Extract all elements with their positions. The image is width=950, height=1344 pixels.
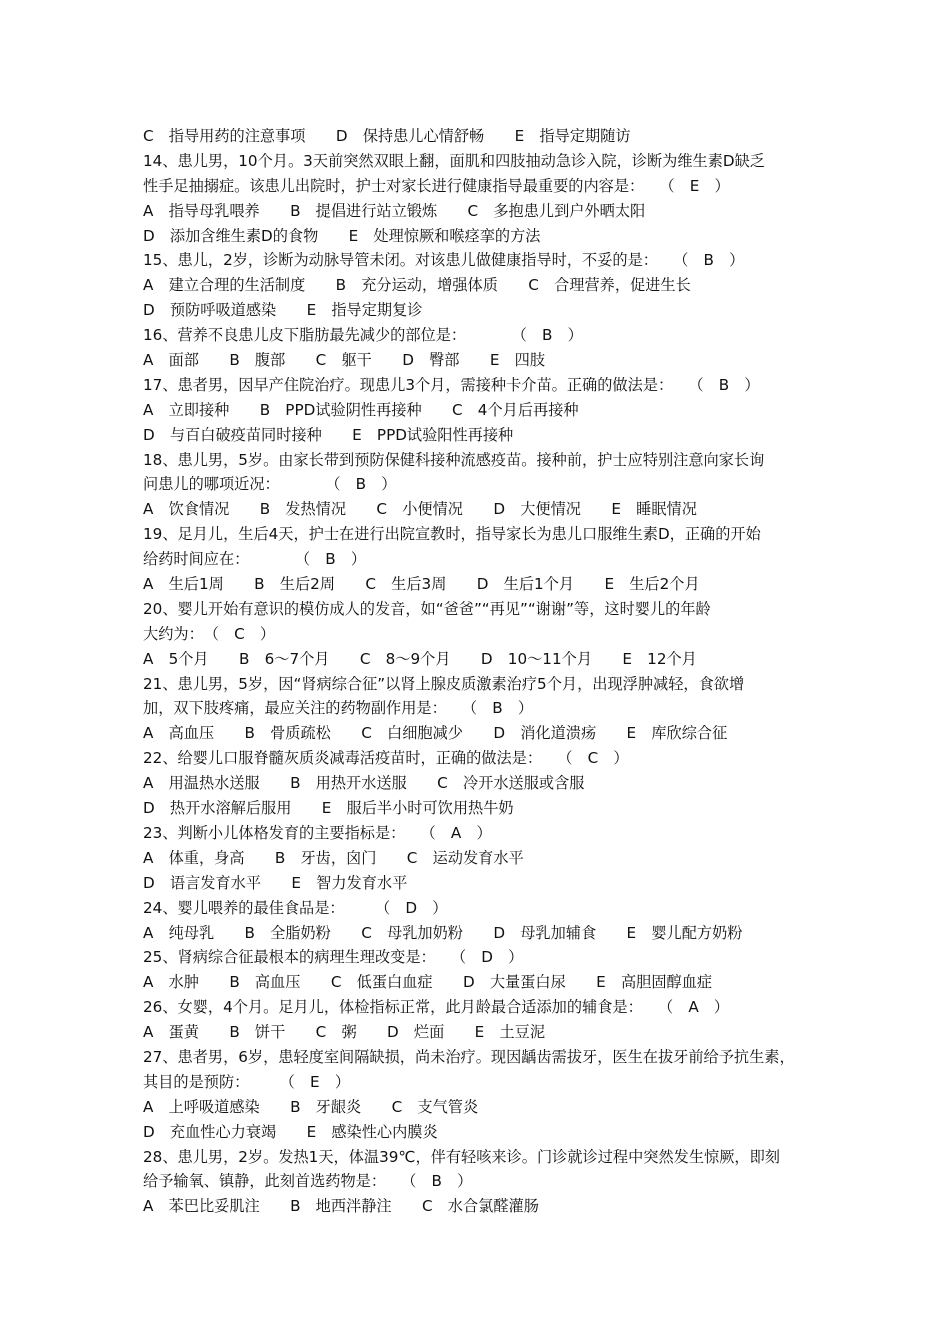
text-line: 27、患者男，6岁，患轻度室间隔缺损，尚未治疗。现因龋齿需拔牙，医生在拔牙前给予抗生素， (143, 1047, 795, 1066)
text-line: 20、婴儿开始有意识的模仿成人的发音，如“爸爸”“再见”“谢谢”等，这时婴儿的年龄 (143, 599, 711, 618)
text-line: 25、肾病综合征最根本的病理生理改变是： （ D ） (143, 948, 524, 967)
text-line: D 热开水溶解后服用 E 服后半小时可饮用热牛奶 (143, 799, 514, 818)
text-line: A 上呼吸道感染 B 牙龈炎 C 支气管炎 (143, 1097, 479, 1116)
text-line: A 饮食情况 B 发热情况 C 小便情况 D 大便情况 E 睡眠情况 (143, 500, 697, 519)
text-line: 19、足月儿，生后4天，护士在进行出院宣教时，指导家长为患儿口服维生素D，正确的开始 (143, 525, 761, 544)
text-line: A 面部 B 腹部 C 躯干 D 臀部 E 四肢 (143, 351, 546, 370)
text-line: D 与百白破疫苗同时接种 E PPD试验阳性再接种 (143, 425, 514, 444)
text-line: 其目的是预防： （ E ） (143, 1072, 351, 1091)
text-line: 28、患儿男，2岁。发热1天，体温39℃，伴有轻咳来诊。门诊就诊过程中突然发生惊厥，即刻 (143, 1147, 780, 1166)
text-line: A 蛋黄 B 饼干 C 粥 D 烂面 E 土豆泥 (143, 1023, 546, 1042)
text-line: A 高血压 B 骨质疏松 C 白细胞减少 D 消化道溃疡 E 库欣综合征 (143, 724, 728, 743)
text-line: 加，双下肢疼痛，最应关注的药物副作用是： （ B ） (143, 699, 534, 718)
text-line: 24、婴儿喂养的最佳食品是： （ D ） (143, 898, 448, 917)
text-line: 21、患儿男，5岁，因“肾病综合征”以肾上腺皮质激素治疗5个月，出现浮肿减轻，食欲增 (143, 674, 745, 693)
text-line: 17、患者男，因早产住院治疗。现患儿3个月，需接种卡介苗。正确的做法是： （ B ） (143, 375, 760, 394)
question-text-block (143, 124, 823, 1219)
text-line: D 预防呼吸道感染 E 指导定期复诊 (143, 301, 423, 320)
text-line: 性手足抽搦症。该患儿出院时，护士对家长进行健康指导最重要的内容是： （ E ） (143, 176, 730, 195)
text-line: A 水肿 B 高血压 C 低蛋白血症 D 大量蛋白尿 E 高胆固醇血症 (143, 973, 713, 992)
text-line: A 5个月 B 6～7个月 C 8～9个月 D 10～11个月 E 12个月 (143, 649, 697, 668)
text-line: 给药时间应在： （ B ） (143, 550, 367, 569)
text-line: D 充血性心力衰竭 E 感染性心内膜炎 (143, 1122, 438, 1141)
text-line: 16、营养不良患儿皮下脂肪最先减少的部位是： （ B ） (143, 326, 583, 345)
text-line: A 建立合理的生活制度 B 充分运动，增强体质 C 合理营养，促进生长 (143, 276, 691, 295)
text-line: A 纯母乳 B 全脂奶粉 C 母乳加奶粉 D 母乳加辅食 E 婴儿配方奶粉 (143, 923, 743, 942)
text-line: 大约为： （ C ） (143, 624, 276, 643)
text-line: 问患儿的哪项近况： （ B ） (143, 475, 397, 494)
text-line: 18、患儿男，5岁。由家长带到预防保健科接种流感疫苗。接种前，护士应特别注意向家长询 (143, 450, 765, 469)
text-line: 23、判断小儿体格发育的主要指标是： （ A ） (143, 823, 492, 842)
text-line: A 指导母乳喂养 B 提倡进行站立锻炼 C 多抱患儿到户外晒太阳 (143, 201, 646, 220)
text-line: A 苯巴比妥肌注 B 地西泮静注 C 水合氯醛灌肠 (143, 1197, 539, 1216)
text-line: 15、患儿，2岁，诊断为动脉导管未闭。对该患儿做健康指导时，不妥的是： （ B ） (143, 251, 745, 270)
text-line: 26、女婴，4个月。足月儿，体检指标正常，此月龄最合适添加的辅食是： （ A ） (143, 998, 730, 1017)
text-line: A 体重，身高 B 牙齿，囟门 C 运动发育水平 (143, 848, 524, 867)
text-line: 22、给婴儿口服脊髓灰质炎减毒活疫苗时，正确的做法是： （ C ） (143, 749, 629, 768)
text-line: A 用温热水送服 B 用热开水送服 C 冷开水送服或含服 (143, 774, 585, 793)
text-line: C 指导用药的注意事项 D 保持患儿心情舒畅 E 指导定期随访 (143, 127, 631, 145)
text-line: D 添加含维生素D的食物 E 处理惊厥和喉痉挛的方法 (143, 226, 541, 245)
text-line: A 立即接种 B PPD试验阴性再接种 C 4个月后再接种 (143, 400, 579, 419)
text-line: A 生后1周 B 生后2周 C 生后3周 D 生后1个月 E 生后2个月 (143, 575, 700, 594)
text-line: 给予输氧、镇静，此刻首选药物是： （ B ） (143, 1172, 473, 1191)
text-line: D 语言发育水平 E 智力发育水平 (143, 873, 408, 892)
text-line: 14、患儿男，10个月。3天前突然双眼上翻，面肌和四肢抽动急诊入院，诊断为维生素D缺乏 (143, 151, 765, 170)
